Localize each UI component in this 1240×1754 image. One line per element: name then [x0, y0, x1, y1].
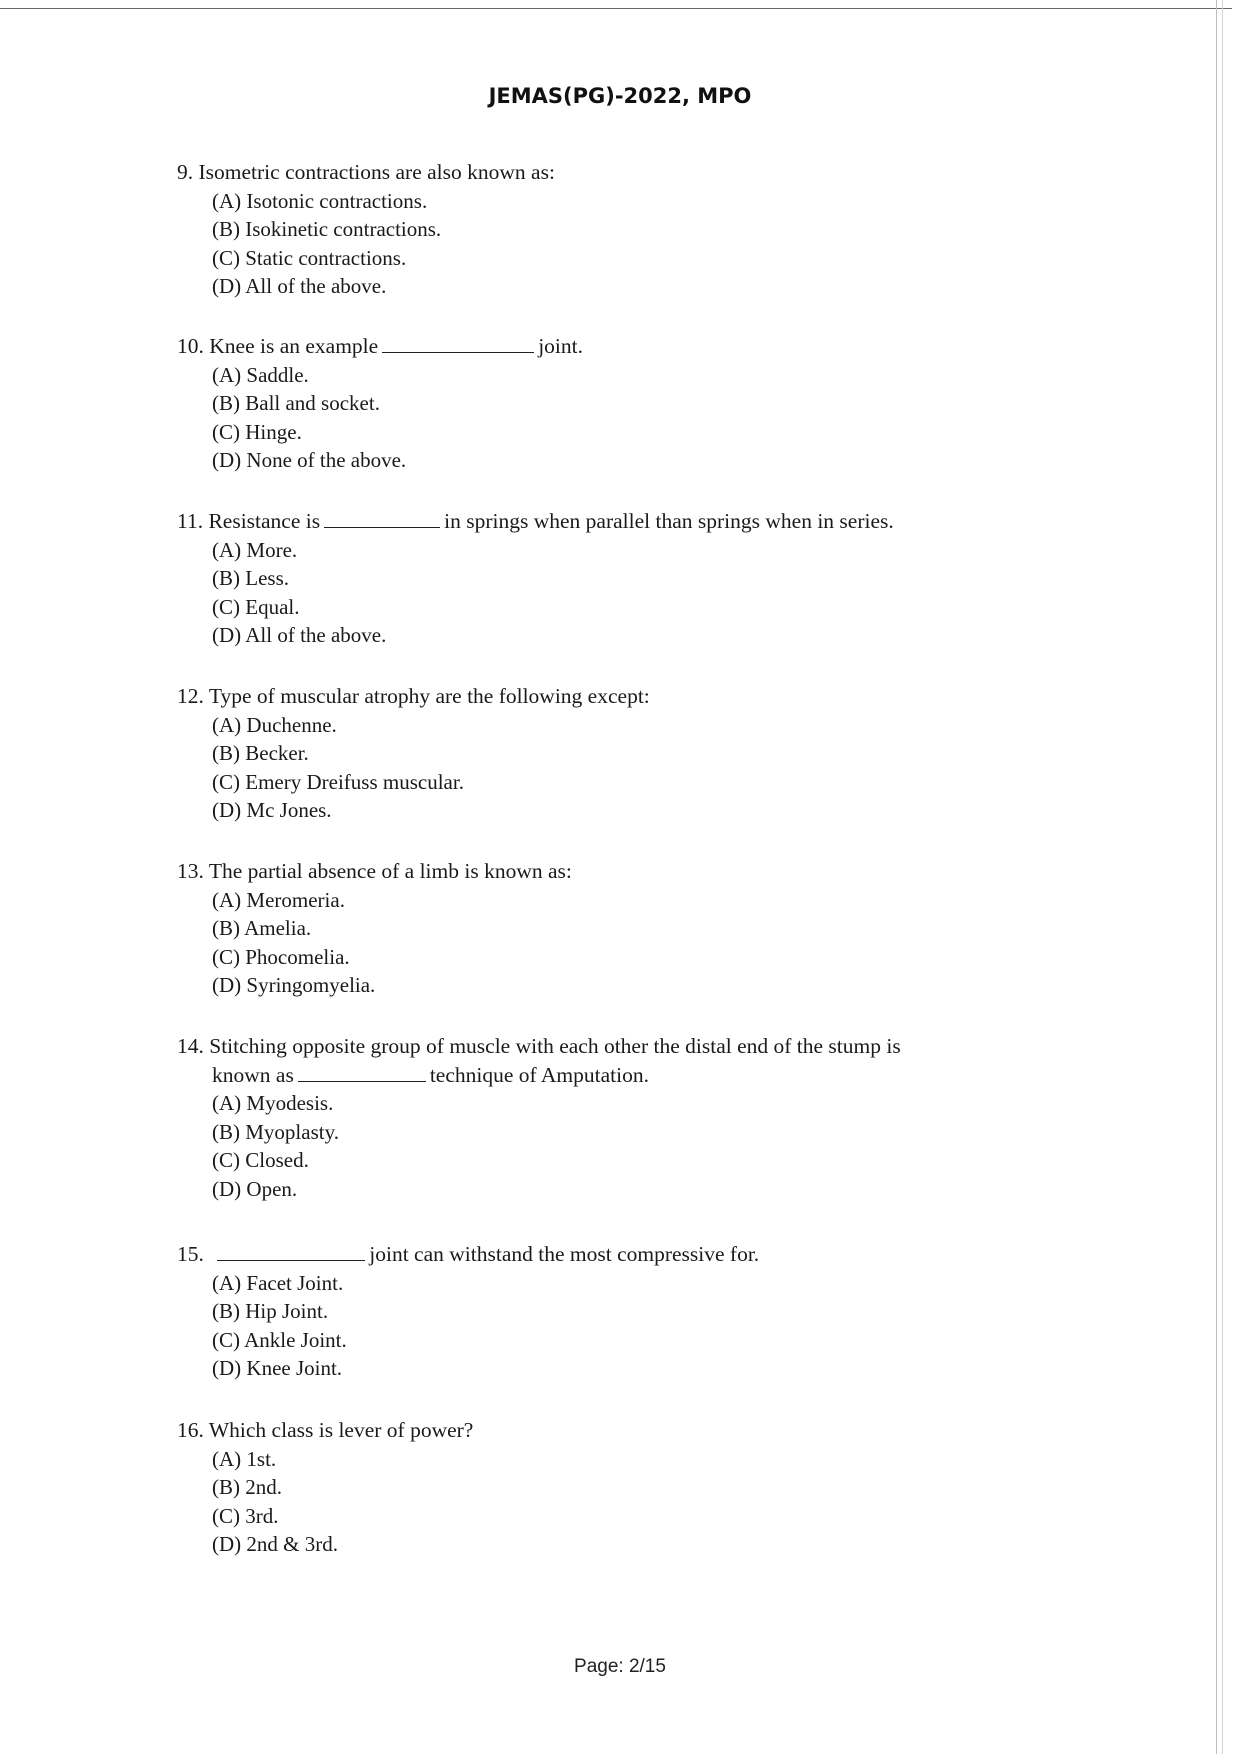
- option-d: (D) All of the above.: [212, 274, 387, 298]
- page-number: Page: 2/15: [574, 1656, 666, 1677]
- option-b: (B) Ball and socket.: [212, 391, 380, 415]
- question-15: [177, 1240, 759, 1383]
- question-text-line2: known as: [212, 1062, 294, 1087]
- option-d: (D) 2nd & 3rd.: [212, 1532, 338, 1556]
- question-text: The partial absence of a limb is known as:: [208, 859, 572, 883]
- answer-blank: [324, 510, 440, 528]
- option-c: (C) Equal.: [212, 594, 300, 619]
- option-d: (D) Knee Joint.: [212, 1356, 343, 1380]
- question-number: 10.: [177, 334, 204, 358]
- question-number: 15.: [177, 1242, 204, 1266]
- question-text: Type of muscular atrophy are the following except:: [208, 684, 650, 708]
- question-text-after: technique of Amputation.: [429, 1062, 649, 1087]
- option-d: (D) Syringomyelia.: [212, 973, 376, 997]
- option-b: (B) Amelia.: [212, 916, 312, 940]
- option-c: (C) Hinge.: [212, 419, 302, 444]
- option-d: (D) None of the above.: [212, 448, 407, 472]
- option-a: (A) 1st.: [212, 1446, 277, 1471]
- question-number: 13.: [177, 859, 204, 883]
- question-14: [177, 1032, 901, 1203]
- top-border-line: [0, 8, 1232, 9]
- option-c: (C) Emery Dreifuss muscular.: [212, 769, 464, 794]
- scan-edge-line: [1222, 0, 1223, 1754]
- question-text: Stitching opposite group of muscle with each other the distal end of the stump is: [209, 1034, 901, 1058]
- question-text-after: joint.: [538, 334, 583, 358]
- scan-edge-line: [1216, 0, 1217, 1754]
- question-number: 12.: [177, 684, 204, 708]
- option-b: (B) Myoplasty.: [212, 1119, 339, 1144]
- question-number: 11.: [177, 509, 204, 533]
- question-text: Isometric contractions are also known as:: [198, 160, 555, 184]
- question-12: [177, 682, 650, 825]
- question-11: [177, 507, 894, 650]
- question-10: [177, 332, 583, 475]
- question-number: 16.: [177, 1418, 204, 1442]
- question-number: 9.: [177, 160, 194, 184]
- answer-blank: [298, 1064, 426, 1082]
- option-a: (A) Isotonic contractions.: [212, 188, 428, 213]
- option-d: (D) Mc Jones.: [212, 798, 332, 822]
- option-b: (B) 2nd.: [212, 1475, 282, 1499]
- question-9: [177, 158, 555, 301]
- option-a: (A) Meromeria.: [212, 887, 345, 912]
- question-13: [177, 857, 572, 1000]
- question-text-after: joint can withstand the most compressive for.: [369, 1242, 760, 1266]
- option-a: (A) Saddle.: [212, 362, 309, 387]
- option-b: (B) Hip Joint.: [212, 1299, 329, 1323]
- option-c: (C) Ankle Joint.: [212, 1327, 347, 1352]
- question-text: Resistance is: [208, 509, 321, 533]
- option-d: (D) All of the above.: [212, 623, 387, 647]
- option-b: (B) Isokinetic contractions.: [212, 217, 442, 241]
- option-b: (B) Less.: [212, 566, 289, 590]
- page-title: JEMAS(PG)-2022, MPO: [488, 84, 752, 108]
- option-c: (C) Closed.: [212, 1148, 309, 1172]
- option-a: (A) More.: [212, 537, 298, 562]
- question-text: Which class is lever of power?: [208, 1418, 474, 1442]
- answer-blank: [217, 1243, 365, 1261]
- option-c: (C) Static contractions.: [212, 245, 407, 270]
- question-16: [177, 1416, 473, 1559]
- question-number: 14.: [177, 1034, 204, 1058]
- option-c: (C) 3rd.: [212, 1503, 279, 1528]
- option-a: (A) Duchenne.: [212, 712, 337, 737]
- option-a: (A) Myodesis.: [212, 1091, 334, 1115]
- option-c: (C) Phocomelia.: [212, 944, 350, 969]
- question-text: Knee is an example: [209, 334, 379, 358]
- option-d: (D) Open.: [212, 1176, 298, 1201]
- answer-blank: [382, 335, 534, 353]
- option-a: (A) Facet Joint.: [212, 1270, 344, 1295]
- question-text-after: in springs when parallel than springs when in series.: [444, 509, 894, 533]
- option-b: (B) Becker.: [212, 741, 309, 765]
